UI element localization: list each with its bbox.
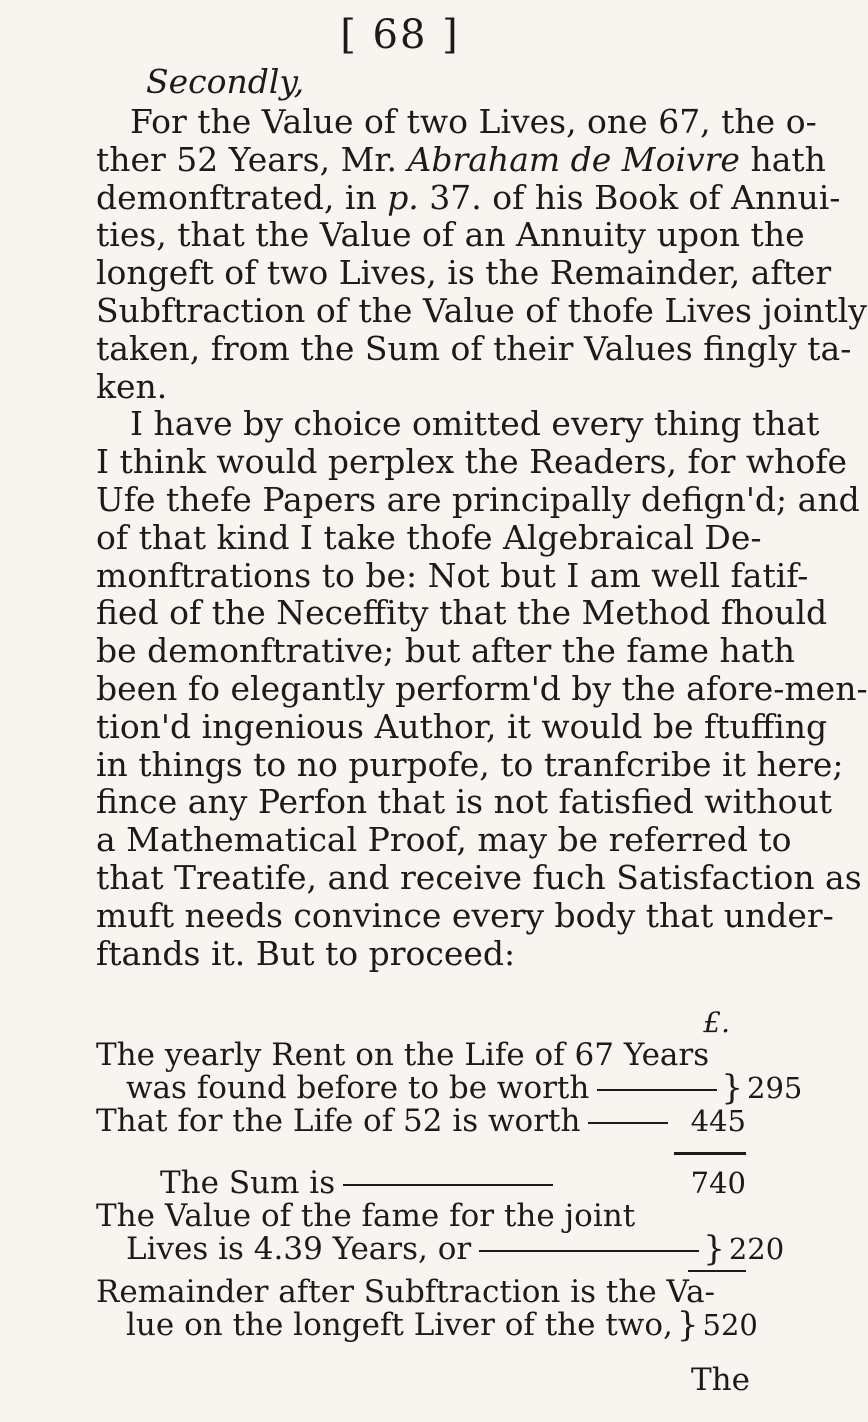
- text-line: fied of the Neceffity that the Method fhould: [96, 593, 828, 633]
- table-row: [96, 1305, 758, 1345]
- row-label: lue on the longeft Liver of the two,: [126, 1307, 673, 1343]
- row-label: was found before to be worth: [96, 1072, 717, 1105]
- row-label: The yearly Rent on the Life of 67 Years: [96, 1037, 710, 1073]
- text-line: ftands it. But to proceed:: [96, 933, 516, 973]
- author-name: Abraham de Moivre: [407, 139, 740, 179]
- text-line: monftrations to be: Not but I am well fatif-: [96, 555, 809, 595]
- text-line: muft needs convince every body that under-: [96, 895, 834, 935]
- table-row: [96, 1200, 746, 1233]
- text-line: be demonftrative; but after the fame hath: [96, 631, 795, 671]
- row-label: The Value of the fame for the joint: [96, 1198, 636, 1234]
- table-row: [96, 1276, 746, 1309]
- text-line: tion'd ingenious Author, it would be ftuffing: [96, 706, 828, 746]
- text-line: taken, from the Sum of their Values fingly ta-: [96, 328, 852, 368]
- table-row: [96, 1068, 803, 1108]
- row-value: 520: [702, 1308, 758, 1342]
- row-value: 445: [690, 1104, 746, 1138]
- body-text: [96, 102, 868, 973]
- text-line: in things to no purpofe, to tranfcribe it here;: [96, 744, 844, 784]
- text-line: ken.: [96, 366, 168, 406]
- row-label: The Sum is: [96, 1167, 676, 1200]
- sum-rule: [674, 1152, 746, 1155]
- text-line: of that kind I take thofe Algebraical De-: [96, 517, 762, 557]
- difference-rule: [688, 1270, 746, 1272]
- text-line: ties, that the Value of an Annuity upon the: [96, 215, 805, 255]
- catchword: The: [691, 1362, 750, 1398]
- brace-icon: }: [703, 1229, 725, 1269]
- page-number: [ 68 ]: [340, 12, 460, 58]
- text-line: longeft of two Lives, is the Remainder, after: [96, 253, 832, 293]
- row-value: 740: [690, 1166, 746, 1200]
- text-line: Subftraction of the Value of thofe Lives jointly: [96, 290, 867, 330]
- text-line: that Treatife, and receive fuch Satisfaction as: [96, 857, 862, 897]
- table-row: [96, 1105, 746, 1138]
- text-line: I think would perplex the Readers, for whofe: [96, 442, 847, 482]
- row-value: 295: [747, 1071, 803, 1105]
- text-line: Ufe thefe Papers are principally defign'd; and: [96, 479, 860, 519]
- row-value: 220: [728, 1232, 785, 1266]
- table-row: [96, 1167, 746, 1200]
- text-line: been fo elegantly perform'd by the afore-men-: [96, 668, 868, 708]
- text-line: For the Value of two Lives, one 67, the o-: [130, 102, 817, 141]
- brace-icon: }: [676, 1305, 699, 1345]
- table-row: [96, 1229, 785, 1269]
- text-line: fince any Perfon that is not fatisfied without: [96, 782, 832, 822]
- currency-header: £.: [703, 1006, 730, 1039]
- section-heading: Secondly,: [146, 62, 305, 101]
- row-label: That for the Life of 52 is worth: [96, 1105, 676, 1138]
- row-label: Remainder after Subftraction is the Va-: [96, 1274, 716, 1310]
- text-line: demonftrated, in p. 37. of his Book of Annui-: [96, 177, 841, 217]
- annuity-table: [96, 1006, 803, 1345]
- table-row: [96, 1039, 746, 1072]
- page-reference: p.: [387, 177, 419, 217]
- text-line: a Mathematical Proof, may be referred to: [96, 820, 792, 860]
- text-line: ther 52 Years, Mr. Abraham de Moivre hath: [96, 139, 826, 179]
- row-label: Lives is 4.39 Years, or: [96, 1233, 699, 1266]
- text-line: I have by choice omitted every thing that: [130, 404, 820, 444]
- brace-icon: }: [721, 1068, 743, 1108]
